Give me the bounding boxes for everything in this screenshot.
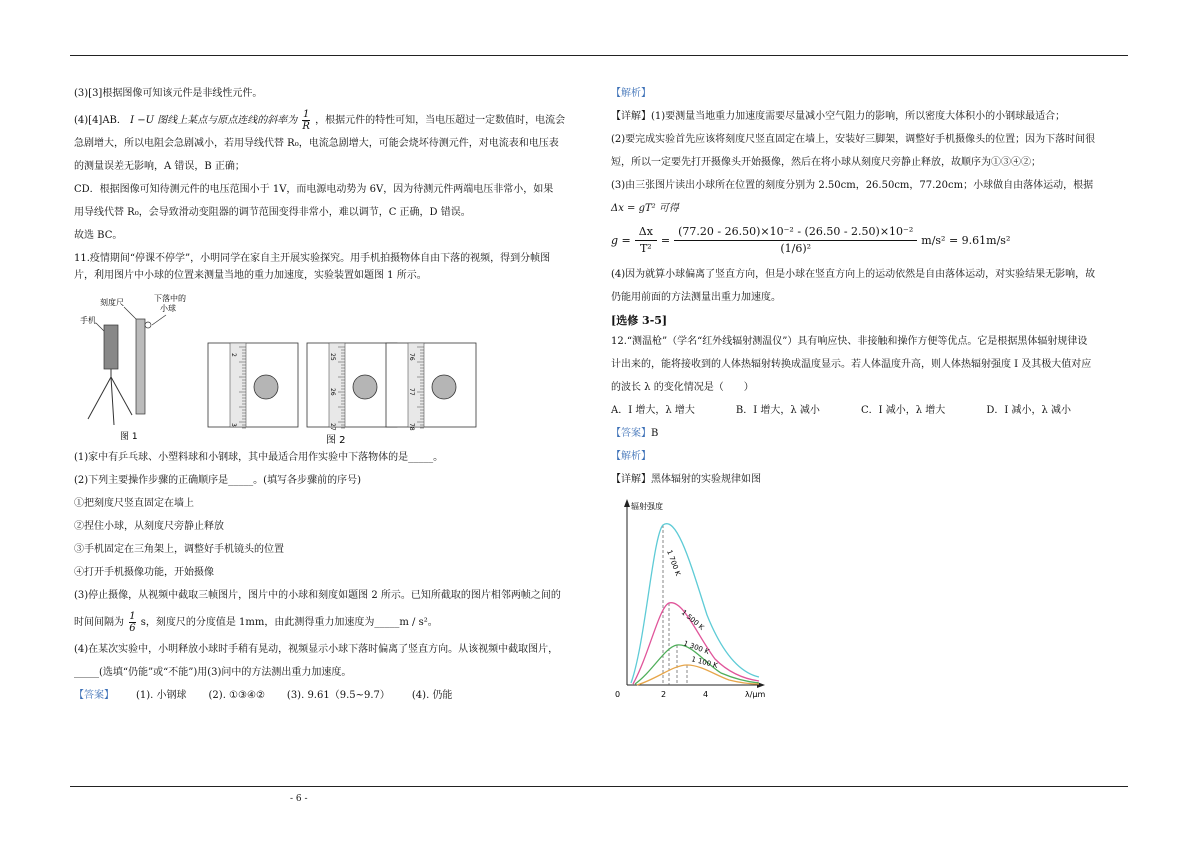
tripod-leg xyxy=(111,377,114,425)
analysis-label: 【解析】 xyxy=(611,88,651,99)
page-number: - 6 - xyxy=(290,794,308,804)
paragraph: 【详解】黑体辐射的实验规律如图 xyxy=(611,474,761,485)
tripod-leg xyxy=(88,377,111,419)
tick-label-0: 0 xyxy=(615,690,621,699)
ruler-tick-label: 27 xyxy=(329,423,336,431)
sub-question-2: (2)下列主要操作步骤的正确顺序是_____。(填写各步骤前的序号) xyxy=(74,475,361,486)
option-b: B．I 增大，λ 减小 xyxy=(735,405,820,416)
fraction: $\frac{1}{R}$ xyxy=(302,109,310,132)
answer-3: (3). 9.61（9.5~9.7） xyxy=(286,690,390,701)
tick-label-2: 2 xyxy=(661,690,667,699)
label-ball: 下落中的 xyxy=(154,294,186,303)
paragraph: 的测量误差无影响，A 错误，B 正确； xyxy=(74,161,245,172)
answer-label: 【答案】 xyxy=(74,690,114,701)
tripod-leg xyxy=(111,377,132,415)
paragraph: CD．根据图像可知待测元件的电压范围小于 1V，而电源电动势为 6V，因为待测元件两端电压非常小，如果 xyxy=(74,184,554,195)
series-label-1700: 1 700 K xyxy=(665,548,682,577)
section-title: [选修 3-5] xyxy=(611,314,668,327)
label-phone: 手机 xyxy=(80,316,96,325)
paragraph: 时间间隔为 $\frac{1}{6}$ s，刻度尺的分度值是 1mm，由此测得重力加速度为_____m / s²。 xyxy=(74,611,438,634)
y-axis-label: 辐射强度 xyxy=(631,502,663,511)
phone-shape xyxy=(104,325,118,369)
series-label-1100: 1 100 K xyxy=(690,655,719,670)
ball-image xyxy=(432,375,456,399)
ball-image xyxy=(353,375,377,399)
top-rule xyxy=(70,55,1128,56)
step-1: ①把刻度尺竖直固定在墙上 xyxy=(74,498,194,509)
answer-row: 【答案】B xyxy=(611,428,659,439)
step-3: ③手机固定在三角架上，调整好手机镜头的位置 xyxy=(74,544,284,555)
paragraph: 急剧增大，所以电阻会急剧减小，若用导线代替 R₀，电流急剧增大，可能会烧坏待测元件，对电流表和电压表 xyxy=(74,138,559,149)
option-a: A．I 增大，λ 增大 xyxy=(611,405,695,416)
paragraph: 片，利用图片中小球的位置来测量当地的重力加速度，实验装置如题图 1 所示。 xyxy=(74,270,427,281)
blackbody-chart xyxy=(611,495,781,700)
ruler-tick-label: 78 xyxy=(408,423,415,431)
paragraph: (3)由三张图片读出小球所在位置的刻度分别为 2.50cm，26.50cm，77.20cm；小球做自由落体运动，根据 xyxy=(611,180,1094,191)
ball-image xyxy=(254,375,278,399)
question-11: 11.疫情期间“停课不停学”，小明同学在家自主开展实验探究。用手机拍摄物体自由下落的视频，得到分帧图 xyxy=(74,253,551,264)
fraction: $\frac{1}{6}$ xyxy=(129,611,136,634)
paragraph: 的波长 λ 的变化情况是（ ） xyxy=(611,382,754,393)
ruler-tick-label: 77 xyxy=(408,388,415,396)
gravity-formula: g = $\frac{\Delta x}{\text{T²}}$ = $\frac{\text{(77.20 - 26.50)×10⁻² - (26.50 - 2.50)×10⁻²}}{\text{(1/6)²}}$ m/s² = 9.61m/s² xyxy=(611,225,1011,255)
left-column xyxy=(74,86,594,703)
figure-1 xyxy=(80,293,186,442)
answer-row xyxy=(74,688,594,703)
option-d: D．I 减小，λ 减小 xyxy=(986,405,1071,416)
ruler-tick-label: 26 xyxy=(329,388,336,396)
figure-2 xyxy=(208,343,476,431)
tick-label-4: 4 xyxy=(703,690,709,699)
video-frame xyxy=(386,343,476,427)
bottom-rule xyxy=(70,786,1128,787)
sub-question-1: (1)家中有乒乓球、小塑料球和小钢球，其中最适合用作实验中下落物体的是_____。 xyxy=(74,452,444,463)
label-ruler: 刻度尺 xyxy=(100,298,124,307)
step-2: ②捏住小球，从刻度尺旁静止释放 xyxy=(74,521,224,532)
answer-1: (1). 小钢球 xyxy=(136,690,187,701)
formula-line: Δx = gT² 可得 xyxy=(611,203,679,214)
figure-apparatus xyxy=(74,291,594,446)
sub-question-4: (4)在某次实验中，小明释放小球时手稍有晃动，视频显示小球下落时偏离了竖直方向。从该视频中截取图片， xyxy=(74,644,559,655)
paragraph: (2)要完成实验首先应该将刻度尺竖直固定在墙上，安装好三脚架，调整好手机摄像头的位置；因为下落时间很 xyxy=(611,134,1096,145)
paragraph: 【详解】(1)要测量当地重力加速度需要尽量减小空气阻力的影响，所以密度大体积小的小钢球最适合； xyxy=(611,111,1066,122)
x-axis-label: λ/μm xyxy=(745,690,766,699)
figure-1-caption: 图 1 xyxy=(120,432,138,442)
analysis-label: 【解析】 xyxy=(611,451,651,462)
sub-question-3: (3)停止摄像，从视频中截取三帧图片，图片中的小球和刻度如题图 2 所示。已知所截取的图片相邻两帧之间的 xyxy=(74,590,561,601)
paragraph: (4)因为就算小球偏离了竖直方向，但是小球在竖直方向上的运动依然是自由落体运动，对实验结果无影响，故 xyxy=(611,269,1096,280)
ruler-tick-label: 76 xyxy=(408,353,415,361)
ruler-tick-label: 3 xyxy=(230,423,237,427)
options-row xyxy=(611,403,1071,418)
ruler-tick-label: 25 xyxy=(329,353,336,361)
paragraph: 计出来的，能将接收到的人体热辐射转换成温度显示。若人体温度升高，则人体热辐射强度 I 及其极大值对应 xyxy=(611,359,1092,370)
step-4: ④打开手机摄像功能，开始摄像 xyxy=(74,567,214,578)
paragraph: _____(选填“仍能”或“不能”)用(3)问中的方法测出重力加速度。 xyxy=(74,667,352,678)
ball-shape xyxy=(145,322,151,328)
option-c: C．I 减小，λ 增大 xyxy=(860,405,946,416)
paragraph: 故选 BC。 xyxy=(74,230,123,241)
paragraph: (4)[4]AB． I −U 图线上某点与原点连线的斜率为 $\frac{1}{R}$ ，根据元件的特性可知，当电压超过一定数值时，电流会 xyxy=(74,109,566,132)
answer-4: (4). 仍能 xyxy=(411,690,453,701)
series-label-1300: 1 300 K xyxy=(682,639,711,657)
right-column xyxy=(611,86,1131,700)
paragraph: 仍能用前面的方法测量出重力加速度。 xyxy=(611,292,781,303)
paragraph: 用导线代替 R₀，会导致滑动变阻器的调节范围变得非常小，难以调节，C 正确，D 错误。 xyxy=(74,207,471,218)
paragraph: 短，所以一定要先打开摄像头开始摄像，然后在将小球从刻度尺旁静止释放，故顺序为①③④②； xyxy=(611,157,1041,168)
series-label-1500: 1 500 K xyxy=(679,608,706,632)
video-frame xyxy=(208,343,298,427)
question-12: 12.“测温枪”（学名“红外线辐射测温仪”）具有响应快、非接触和操作方便等优点。它是根据黑体辐射规律设 xyxy=(611,336,1088,347)
y-axis-arrow xyxy=(624,499,630,507)
paragraph: (3)[3]根据图像可知该元件是非线性元件。 xyxy=(74,88,263,99)
ruler-tick-label: 2 xyxy=(230,353,237,357)
video-frame xyxy=(307,343,397,427)
answer-2: (2). ①③④② xyxy=(208,690,265,701)
label-ball2: 小球 xyxy=(160,304,176,313)
figure-2-caption: 图 2 xyxy=(326,435,346,446)
ruler-shape xyxy=(136,319,145,414)
